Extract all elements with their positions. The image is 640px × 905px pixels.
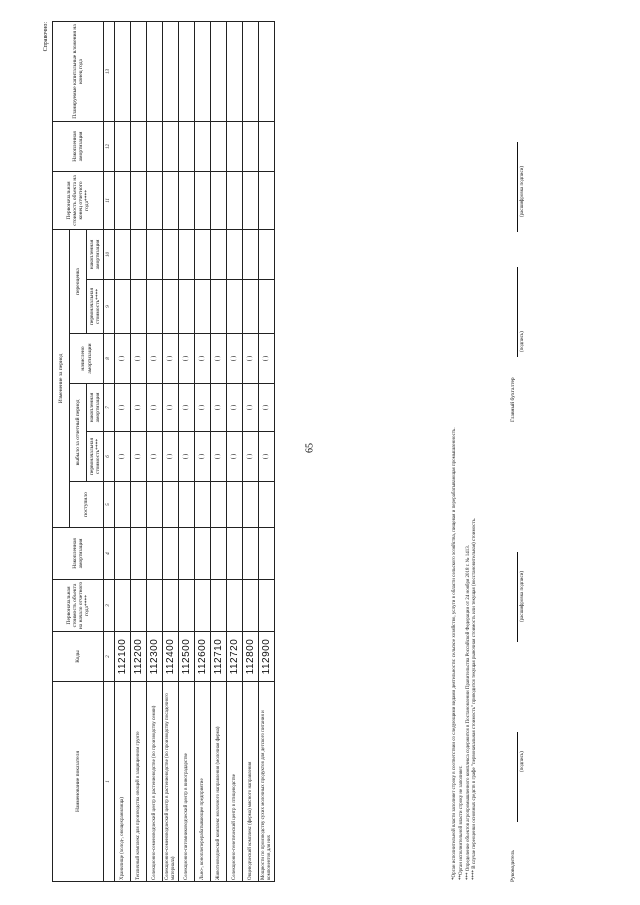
value-cell[interactable]: [259, 528, 275, 580]
row-code: 112800: [243, 632, 259, 682]
column-number: 3: [104, 580, 115, 632]
table-row: [211, 21, 227, 881]
row-code: 112400: [163, 632, 179, 682]
negative-value-cell[interactable]: ( ): [179, 334, 195, 384]
value-cell[interactable]: [259, 21, 275, 121]
value-cell[interactable]: [115, 121, 131, 171]
header-revaluation-amortization: накопленная амортизация: [87, 229, 104, 279]
value-cell[interactable]: [211, 482, 227, 528]
negative-value-cell[interactable]: ( ): [179, 432, 195, 482]
value-cell[interactable]: [147, 171, 163, 229]
value-cell[interactable]: [147, 280, 163, 334]
row-name: Льно-, коноплеперерабатывающее предприятие: [195, 682, 211, 882]
value-cell[interactable]: [147, 528, 163, 580]
value-cell[interactable]: [211, 280, 227, 334]
header-disposed-initial: первоначальная стоимость****: [87, 432, 104, 482]
negative-value-cell[interactable]: ( ): [147, 334, 163, 384]
value-cell[interactable]: [243, 121, 259, 171]
value-cell[interactable]: [243, 580, 259, 632]
row-name: Животноводческий комплекс молочного направления (молочная ферма): [211, 682, 227, 882]
negative-value-cell[interactable]: ( ): [211, 432, 227, 482]
negative-value-cell[interactable]: ( ): [259, 334, 275, 384]
value-cell[interactable]: [243, 280, 259, 334]
row-name: Селекционно-питомниководческий центр в виноградарстве: [179, 682, 195, 882]
value-cell[interactable]: [195, 171, 211, 229]
row-name: Хранилище (холод-, овощехранилища): [115, 682, 131, 882]
value-cell[interactable]: [259, 482, 275, 528]
head-label: Руководитель: [510, 850, 516, 882]
value-cell[interactable]: [227, 528, 243, 580]
rotated-form: [40, 22, 600, 882]
header-initial-cost: Первоначальная стоимость объекта на начало отчетного года****: [53, 580, 104, 632]
negative-value-cell[interactable]: ( ): [131, 384, 147, 432]
column-number: 8: [104, 334, 115, 384]
value-cell[interactable]: [163, 482, 179, 528]
column-number: 4: [104, 528, 115, 580]
value-cell[interactable]: [131, 121, 147, 171]
head-sign-caption: (подпись): [520, 751, 525, 772]
row-code: 112300: [147, 632, 163, 682]
negative-value-cell[interactable]: ( ): [243, 334, 259, 384]
balance-table: [52, 21, 275, 882]
value-cell[interactable]: [131, 280, 147, 334]
negative-value-cell[interactable]: ( ): [211, 334, 227, 384]
value-cell[interactable]: [179, 482, 195, 528]
negative-value-cell[interactable]: ( ): [147, 432, 163, 482]
footnote: **Орган исполнительной власти строку не заполняет.: [458, 765, 464, 880]
accountant-label: Главный бухгалтер: [510, 377, 516, 422]
value-cell[interactable]: [195, 482, 211, 528]
column-number: 1: [104, 682, 115, 882]
value-cell[interactable]: [179, 121, 195, 171]
value-cell[interactable]: [147, 229, 163, 279]
negative-value-cell[interactable]: ( ): [259, 432, 275, 482]
value-cell[interactable]: [163, 580, 179, 632]
header-planned-investment: Планируемые капитальные вложения на конец года: [53, 21, 104, 121]
negative-value-cell[interactable]: ( ): [195, 334, 211, 384]
negative-value-cell[interactable]: ( ): [115, 432, 131, 482]
column-number: 10: [104, 229, 115, 279]
negative-value-cell[interactable]: ( ): [227, 384, 243, 432]
header-accrued-amortization: начислено амортизации: [70, 334, 104, 384]
negative-value-cell[interactable]: ( ): [115, 334, 131, 384]
value-cell[interactable]: [227, 171, 243, 229]
value-cell[interactable]: [243, 528, 259, 580]
value-cell[interactable]: [227, 121, 243, 171]
value-cell[interactable]: [227, 580, 243, 632]
table-row: [195, 21, 211, 881]
negative-value-cell[interactable]: ( ): [227, 432, 243, 482]
value-cell[interactable]: [147, 580, 163, 632]
value-cell[interactable]: [115, 229, 131, 279]
column-number: 5: [104, 482, 115, 528]
value-cell[interactable]: [259, 280, 275, 334]
header-change-group: Изменение за период: [53, 229, 70, 527]
negative-value-cell[interactable]: ( ): [115, 384, 131, 432]
column-number: 2: [104, 632, 115, 682]
value-cell[interactable]: [195, 21, 211, 121]
value-cell[interactable]: [147, 121, 163, 171]
row-name: Селекционно-генетический центр в птицеводстве: [227, 682, 243, 882]
column-number: 6: [104, 432, 115, 482]
accountant-signature-line[interactable]: [510, 267, 518, 357]
header-disposed-group: выбыло за отчетный период: [70, 384, 87, 482]
row-code: 112100: [115, 632, 131, 682]
table-body: [115, 21, 275, 881]
value-cell[interactable]: [195, 528, 211, 580]
header-accumulated-amortization: Накопленная амортизация: [53, 528, 104, 580]
row-name: Селекционно-семеноводческий центр в растениеводстве (по производству посадочного материала): [163, 682, 179, 882]
footnote: **** В случае переоценки основных средств в графе "первоначальная стоимость" приводится текущая рыночная стоимость или текущая (восстановительная) стоимость.: [472, 517, 478, 880]
row-code: 112500: [179, 632, 195, 682]
row-code: 112720: [227, 632, 243, 682]
value-cell[interactable]: [195, 229, 211, 279]
footnote: *** Определение объектов агропромышленного комплекса содержится в Постановлении Правительства Российской Федерации от 24 ноября 2018 г. № 1413.: [465, 544, 471, 880]
value-cell[interactable]: [131, 528, 147, 580]
value-cell[interactable]: [227, 229, 243, 279]
column-number: 12: [104, 121, 115, 171]
value-cell[interactable]: [259, 229, 275, 279]
footnote: *Орган исполнительной власти заполняет строку в соответствии со следующими видами деятельности: сельское хозяйство, услуги в области сельского хозяйства, пищевая и перерабатывающая промышленность.: [452, 427, 457, 880]
header-received: поступило: [70, 482, 104, 528]
value-cell[interactable]: [211, 528, 227, 580]
table-row: [179, 21, 195, 881]
column-number: 13: [104, 21, 115, 121]
accountant-decode-caption: (расшифровка подписи): [520, 165, 525, 217]
value-cell[interactable]: [227, 21, 243, 121]
negative-value-cell[interactable]: ( ): [163, 432, 179, 482]
value-cell[interactable]: [179, 229, 195, 279]
column-number-row: [104, 21, 115, 881]
head-decode-line[interactable]: [510, 552, 518, 642]
value-cell[interactable]: [163, 121, 179, 171]
value-cell[interactable]: [179, 580, 195, 632]
negative-value-cell[interactable]: ( ): [147, 384, 163, 432]
value-cell[interactable]: [147, 482, 163, 528]
table-row: [147, 21, 163, 881]
value-cell[interactable]: [259, 121, 275, 171]
column-number: 9: [104, 280, 115, 334]
value-cell[interactable]: [131, 580, 147, 632]
value-cell[interactable]: [115, 528, 131, 580]
negative-value-cell[interactable]: ( ): [243, 432, 259, 482]
negative-value-cell[interactable]: ( ): [211, 384, 227, 432]
value-cell[interactable]: [131, 229, 147, 279]
header-end-initial-cost: Первоначальная стоимость объекта на конец отчетного года****: [53, 171, 104, 229]
row-name: Мощности по производству сухих молочных продуктов для детского питания и компонентов для них: [259, 682, 275, 882]
value-cell[interactable]: [243, 229, 259, 279]
value-cell[interactable]: [163, 528, 179, 580]
header-revaluation-group: переоценка: [70, 229, 87, 333]
value-cell[interactable]: [115, 580, 131, 632]
negative-value-cell[interactable]: ( ): [131, 432, 147, 482]
value-cell[interactable]: [163, 21, 179, 121]
negative-value-cell[interactable]: ( ): [179, 384, 195, 432]
value-cell[interactable]: [179, 21, 195, 121]
negative-value-cell[interactable]: ( ): [243, 384, 259, 432]
value-cell[interactable]: [131, 482, 147, 528]
column-number: 7: [104, 384, 115, 432]
value-cell[interactable]: [227, 482, 243, 528]
reference-label: Справочно:: [43, 22, 49, 52]
accountant-decode-line[interactable]: [510, 142, 518, 232]
row-code: 112600: [195, 632, 211, 682]
negative-value-cell[interactable]: ( ): [195, 384, 211, 432]
header-code: Коды: [53, 632, 104, 682]
value-cell[interactable]: [211, 121, 227, 171]
table-row: [259, 21, 275, 881]
value-cell[interactable]: [195, 280, 211, 334]
header-disposed-amortization: накопленная амортизация: [87, 384, 104, 432]
value-cell[interactable]: [211, 21, 227, 121]
head-decode-caption: (расшифровка подписи): [520, 570, 525, 622]
footnotes: [452, 120, 479, 880]
row-name: Тепличный комплекс для производства овощей в защищенном грунте: [131, 682, 147, 882]
row-code: 112200: [131, 632, 147, 682]
value-cell[interactable]: [179, 280, 195, 334]
value-cell[interactable]: [195, 121, 211, 171]
value-cell[interactable]: [115, 21, 131, 121]
value-cell[interactable]: [115, 280, 131, 334]
row-name: Селекционно-семеноводческий центр в растениеводстве (по производству семян): [147, 682, 163, 882]
row-code: 112710: [211, 632, 227, 682]
value-cell[interactable]: [259, 171, 275, 229]
table-row: [227, 21, 243, 881]
value-cell[interactable]: [211, 229, 227, 279]
row-name: Овцеводческий комплекс (ферма) мясного направления: [243, 682, 259, 882]
value-cell[interactable]: [259, 580, 275, 632]
table-row: [115, 21, 131, 881]
value-cell[interactable]: [147, 21, 163, 121]
value-cell[interactable]: [211, 171, 227, 229]
header-revaluation-initial: первоначальная стоимость****: [87, 280, 104, 334]
value-cell[interactable]: [179, 528, 195, 580]
negative-value-cell[interactable]: ( ): [163, 334, 179, 384]
value-cell[interactable]: [131, 21, 147, 121]
negative-value-cell[interactable]: ( ): [259, 384, 275, 432]
table-row: [243, 21, 259, 881]
table-row: [163, 21, 179, 881]
negative-value-cell[interactable]: ( ): [195, 432, 211, 482]
head-signature-line[interactable]: [510, 732, 518, 822]
negative-value-cell[interactable]: ( ): [131, 334, 147, 384]
value-cell[interactable]: [163, 171, 179, 229]
table-row: [131, 21, 147, 881]
value-cell[interactable]: [115, 171, 131, 229]
page-number: 65: [304, 443, 316, 453]
value-cell[interactable]: [227, 280, 243, 334]
value-cell[interactable]: [243, 21, 259, 121]
value-cell[interactable]: [243, 482, 259, 528]
negative-value-cell[interactable]: ( ): [163, 384, 179, 432]
value-cell[interactable]: [131, 171, 147, 229]
row-code: 112900: [259, 632, 275, 682]
value-cell[interactable]: [195, 580, 211, 632]
value-cell[interactable]: [243, 171, 259, 229]
header-end-amortization: Накопленная амортизация: [53, 121, 104, 171]
value-cell[interactable]: [115, 482, 131, 528]
value-cell[interactable]: [163, 280, 179, 334]
value-cell[interactable]: [163, 229, 179, 279]
header-name: Наименование показателя: [53, 682, 104, 882]
column-number: 11: [104, 171, 115, 229]
accountant-sign-caption: (подпись): [520, 331, 525, 352]
value-cell[interactable]: [179, 171, 195, 229]
negative-value-cell[interactable]: ( ): [227, 334, 243, 384]
value-cell[interactable]: [211, 580, 227, 632]
